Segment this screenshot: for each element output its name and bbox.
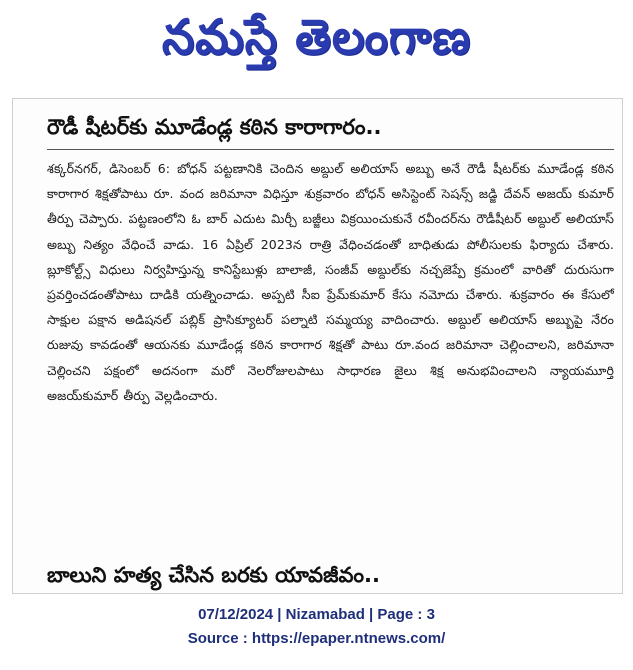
- article: [47, 99, 614, 593]
- source-link[interactable]: Source : https://epaper.ntnews.com/: [187, 630, 446, 647]
- article-body: శక్కర్‌నగర్, డిసెంబర్ 6: బోధన్ పట్టణానికి చెందిన అబ్దుల్ అలియాస్ అబ్బు అనే రౌడీ షీటర్‌కు మూడేండ్ల కఠిన కారాగార శిక్షతోపాటు రూ. వంద జరిమానా విధిస్తూ శుక్రవారం బోధన్ అసిస్టెంట్ సెషన్స్ జడ్జి దేవన్ అజయ్ కుమార్ తీర్పు చెప్పారు. పట్టణంలోని ఓ బార్ ఎదుట మిర్చీ బజ్జీలు విక్రయించుకునే రవీందర్‌ను రౌడీషీటర్ అబ్దుల్ అలియాస్ అబ్బు నిత్యం వేధించే వాడు. 16 ఏప్రిల్ 2023న రాత్రి వేధించడంతో బాధితుడు పోలీసులకు ఫిర్యాదు చేశారు. బ్లూకోల్ట్స్ విధులు నిర్వహిస్తున్న కానిస్టేబుళ్లు బాలాజీ, సంజీవ్ అబ్దుల్‌కు నచ్చజెప్పే క్రమంలో వారితో దురుసుగా ప్రవర్తించడంతోపాటు దాడికి యత్నించాడు. అప్పటి సీఐ ప్రేమ్‌కుమార్ కేసు నమోదు చేశారు. శుక్రవారం ఈ కేసులో సాక్షుల పక్షాన అడిషనల్ పబ్లిక్ ప్రాసిక్యూటర్ పల్నాటి సమ్మయ్య వాదించారు. అబ్దుల్ అలియాస్ అబ్బుపై నేరం రుజువు కావడంతో ఆయనకు మూడేండ్ల కఠిన కారాగార శిక్షతో పాటు రూ.వంద జరిమానా చెల్లించాలని, జరిమానా చెల్లించని పక్షంలో అదనంగా మరో నెలరోజులపాటు సాధారణ జైలు శిక్ష అనుభవించాలని న్యాయమూర్తి అజయ్‌కుమార్ తీర్పు వెల్లడించారు.: [47, 161, 614, 403]
- masthead: [0, 8, 633, 78]
- headline-divider: [47, 149, 614, 150]
- next-article-headline: బాలుని హత్య చేసిన బరకు యావజీవం..: [47, 563, 380, 587]
- newspaper-logo-title: నమస్తే తెలంగాణ: [161, 8, 472, 66]
- news-clipping: [12, 98, 623, 594]
- article-headline: రౌడీ షీటర్‌కు మూడేండ్ల కఠిన కారాగారం..: [47, 115, 382, 139]
- edition-info: 07/12/2024 | Nizamabad | Page : 3: [198, 606, 435, 623]
